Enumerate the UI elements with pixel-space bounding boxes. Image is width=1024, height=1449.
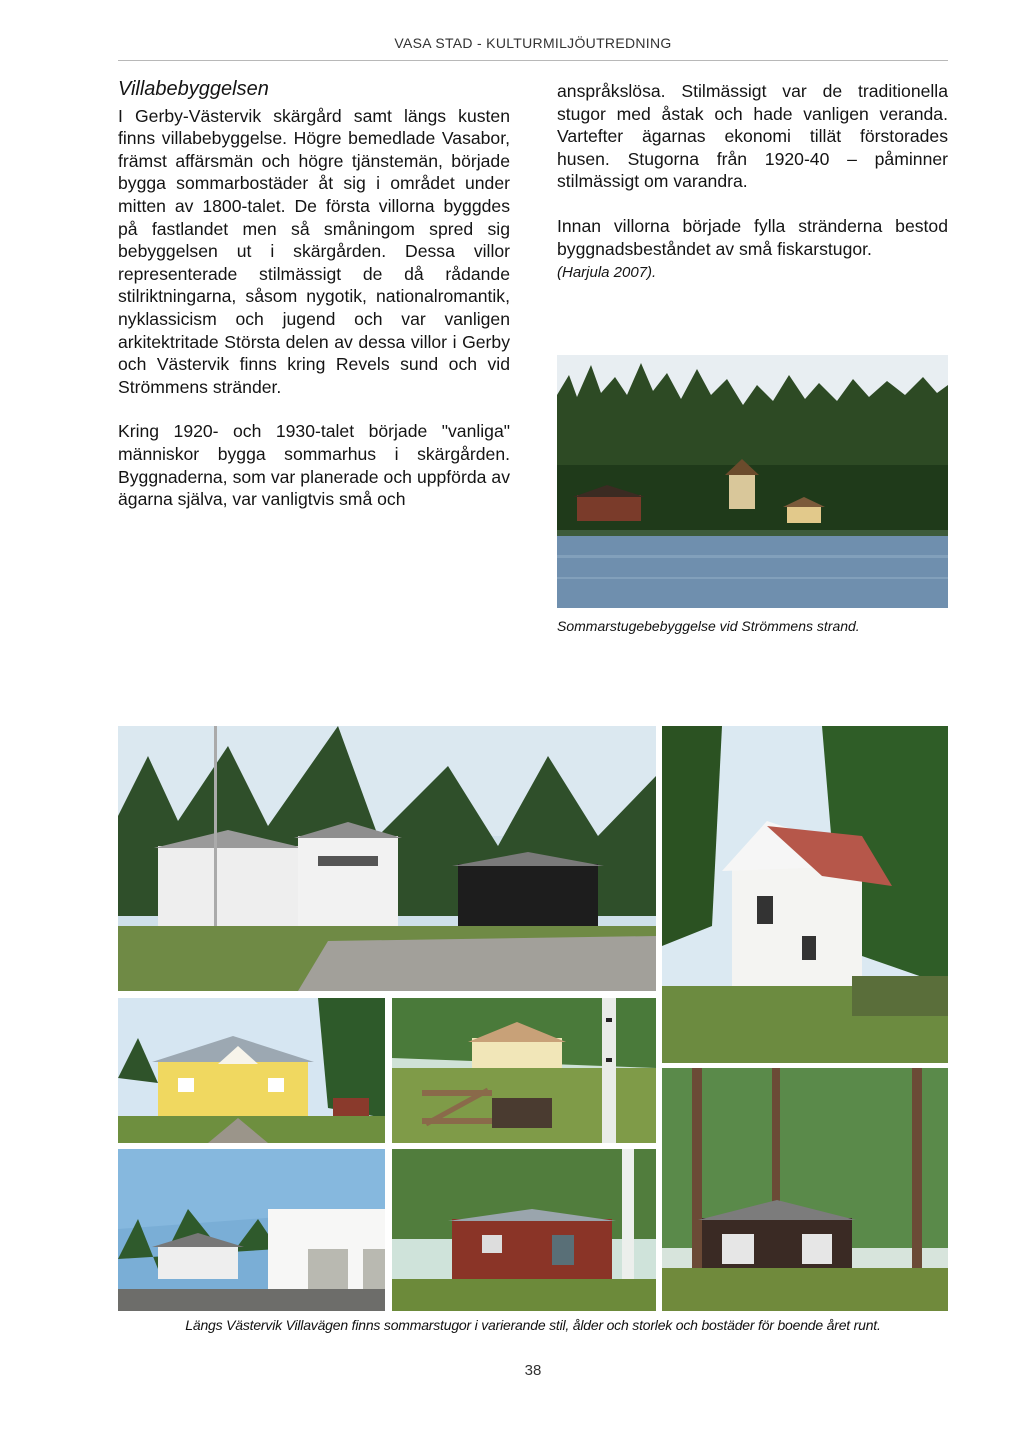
header-rule (118, 60, 948, 61)
section-heading: Villabebyggelsen (118, 78, 269, 100)
collage-photo-villa-carport (118, 726, 656, 991)
left-text-column (118, 78, 510, 511)
body-paragraph-2: Kring 1920- och 1930-talet började "vanliga" människor bygga sommarhus i skärgården. Byggnaderna, som var planerade och uppförda av ägarna själva, var vanligtvis små och (118, 421, 510, 510)
collage-caption: Längs Västervik Villavägen finns sommarstugor i varierande stil, ålder och storlek och bostäder för boende året runt. (185, 1317, 881, 1333)
collage-photo-red-cottage (392, 1149, 656, 1311)
body-paragraph-1: I Gerby-Västervik skärgård samt längs kusten finns villabebyggelse. Högre bemedlade Vasabor, främst affärsmän och högre tjänstemän, började bygga sommarbostäder åt sig i området under mitten av 1800-talet. De första villorna byggdes på fastlandet men så småningom spred sig bebyggelsen ut i skärgården. Dessa villor representerade stilmässigt de då rådande stilriktningarna, såsom nygotik, nationalromantik, nyklassicism och jugend och var vanligen arkitektritade Största delen av dessa villor i Gerby och Västervik finns kring Revels sund och vid Strömmens stränder. (118, 105, 510, 397)
body-paragraph-3: anspråkslösa. Stilmässigt var de traditionella stugor med åstak och hade vanligen veranda. Vartefter ägarnas ekonomi tillät förstorades husen. Stugorna från 1920-40 – påminner stilmässigt om varandra. (557, 81, 948, 192)
collage-photo-white-villa (662, 726, 948, 1063)
lake-photo-caption: Sommarstugebebyggelse vid Strömmens strand. (557, 618, 860, 634)
collage-photo-yellow-house (118, 998, 385, 1143)
right-text-column (557, 80, 948, 285)
collage-photo-forest-cottage (662, 1068, 948, 1311)
collage-photo-modern-house (118, 1149, 385, 1311)
citation: (Harjula 2007). (557, 264, 657, 282)
running-header: VASA STAD - KULTURMILJÖUTREDNING (394, 35, 672, 51)
body-paragraph-4-text: Innan villorna började fylla stränderna bestod byggnadsbeståndet av små fiskarstugor. (557, 215, 948, 259)
page-number: 38 (524, 1362, 542, 1379)
body-paragraph-4 (557, 215, 948, 285)
lake-photo (557, 355, 948, 608)
collage-photo-gate-cottage (392, 998, 656, 1143)
